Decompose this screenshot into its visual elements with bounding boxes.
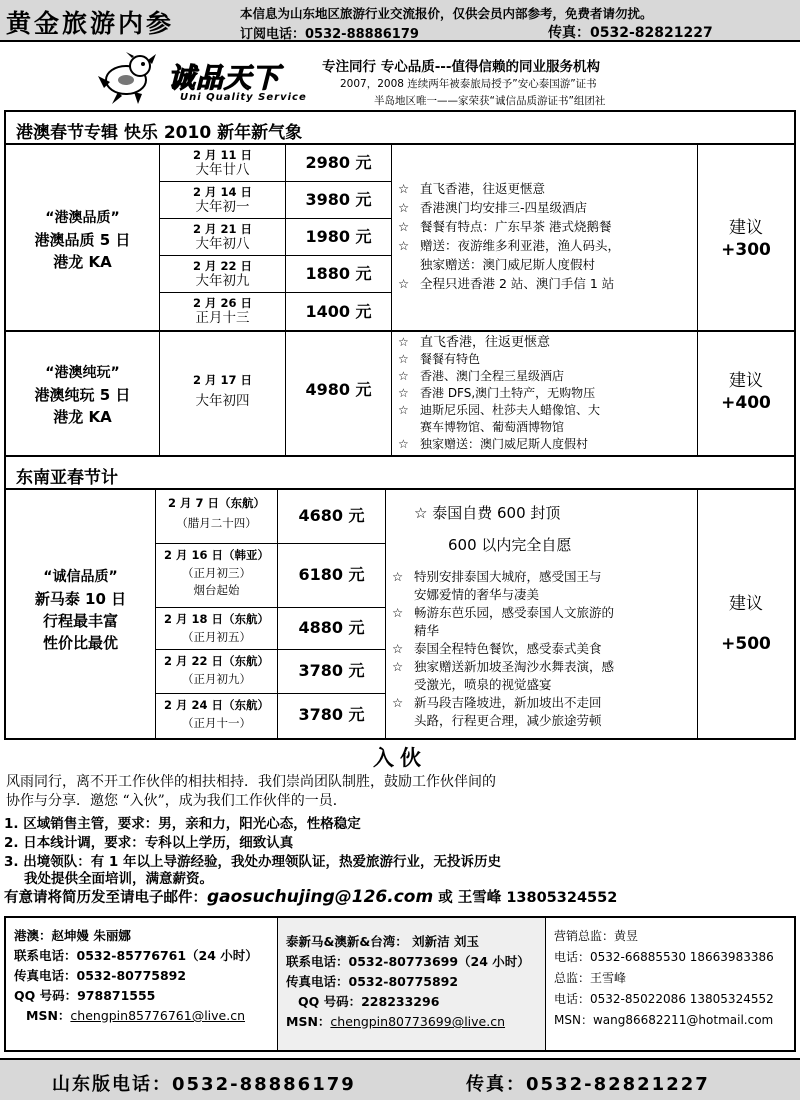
feature-item: 精华	[414, 623, 440, 638]
star-icon: ☆	[392, 695, 404, 710]
star-icon: ☆	[398, 352, 409, 366]
product-name: 港澳纯玩 5 日	[34, 386, 131, 404]
contact-msn: MSN：chengpin85776761@live.cn	[26, 1008, 246, 1023]
price-column	[286, 332, 392, 455]
star-icon: ☆	[398, 403, 409, 417]
join-title: 入伙	[373, 746, 427, 770]
suggest-column	[698, 145, 794, 330]
departure-date: 2 月 22 日（东航） （正月初九）	[156, 650, 277, 694]
product-tag: “港澳纯玩”	[45, 365, 120, 381]
departure-date: 2 月 18 日（东航） （正月初五）	[156, 608, 277, 650]
contact-fax: 传真电话：0532-80775892	[286, 974, 459, 989]
hk-product-pure	[6, 332, 794, 457]
banner-fax: 传真：0532-82821227	[548, 25, 713, 41]
departure-date: 2 月 24 日（东航） （正月十一）	[163, 698, 269, 730]
departure-date: 2 月 17 日 大年初四	[192, 373, 253, 409]
date-column	[160, 332, 286, 455]
feature-item: 头路，行程更合理，减少旅途劳顿	[414, 713, 602, 728]
features-column	[386, 490, 698, 738]
product-airline: 港龙 KA	[53, 408, 112, 426]
feature-item: ☆ 香港澳门均安排三-四星级酒店	[398, 200, 588, 215]
contacts-panel	[4, 916, 796, 1052]
feature-item: ☆ 泰国全程特色餐饮，感受泰式美食	[392, 641, 602, 656]
feature-item: ☆ 特别安排泰国大城府，感受国王与	[392, 569, 602, 584]
price: 1880 元	[286, 256, 391, 293]
sea-product	[6, 490, 794, 738]
contact-phone: 联系电话：0532-85776761（24 小时）	[14, 948, 258, 963]
product-tag: “港澳品质”	[45, 210, 120, 226]
publication-title: 黄金旅游内参	[6, 9, 175, 38]
product-name: 新马泰 10 日	[34, 590, 127, 608]
contact-hk-macau	[6, 918, 278, 1050]
star-icon: ☆	[392, 659, 404, 674]
feature-item: 受激光，喷泉的视觉盛宴	[414, 677, 552, 692]
feature-item: ☆ 餐餐有特点：广东早茶 港式烧鹅餐	[398, 219, 612, 234]
mascot-dog-icon	[96, 52, 166, 106]
price: 1400 元	[305, 302, 372, 321]
features-column	[392, 332, 698, 455]
footer-fax: 传真：0532-82821227	[466, 1074, 710, 1095]
star-icon: ☆	[414, 504, 433, 522]
contact-title: 港澳：赵坤嫚 朱丽娜	[14, 928, 131, 943]
price-column	[278, 490, 386, 738]
top-banner	[0, 0, 800, 42]
contact-fax: 传真电话：0532-80775892	[14, 968, 187, 983]
feature-item: 赛车博物馆、葡萄酒博物馆	[420, 420, 565, 434]
suggest-value: +400	[721, 393, 771, 413]
contact-management	[546, 918, 794, 1050]
price: 3980 元	[286, 182, 391, 219]
star-icon: ☆	[392, 569, 404, 584]
feature-item: ☆ 迪斯尼乐园、杜莎夫人蜡像馆、大	[398, 403, 601, 417]
product-name-cell	[6, 490, 156, 738]
footer-bar	[0, 1058, 800, 1100]
contact-title: 总监：王雪峰	[554, 971, 627, 985]
star-icon: ☆	[398, 219, 410, 234]
product-name-cell	[6, 145, 160, 330]
suggest-value: +500	[721, 634, 771, 654]
hk-section-header	[6, 112, 794, 145]
suggest-value: +300	[721, 240, 771, 260]
brand-english-name: Uni Quality Service	[180, 92, 307, 103]
suggest-label: 建议	[729, 594, 763, 614]
contact-qq: QQ 号码：978871555	[14, 988, 156, 1003]
recruit-email-link[interactable]: gaosuchujing@126.com	[207, 887, 434, 907]
price: 3780 元	[278, 650, 385, 694]
star-icon: ☆	[398, 276, 410, 291]
suggest-column	[698, 490, 794, 738]
feature-item: ☆ 全程只进香港 2 站、澳门手信 1 站	[398, 276, 615, 291]
departure-date: 2 月 14 日 大年初一	[160, 182, 285, 219]
brand-name: 诚品天下	[168, 63, 280, 94]
headline-self-pay: ☆ 泰国自费 600 封顶	[414, 504, 561, 522]
feature-item: ☆ 赠送：夜游维多利亚港，渔人码头，	[398, 238, 621, 253]
feature-item: ☆ 直飞香港，往返更惬意	[398, 335, 551, 350]
feature-item: ☆ 新马段吉隆坡进，新加坡出不走回	[392, 695, 602, 710]
suggest-label: 建议	[729, 218, 763, 238]
brand-logo	[96, 52, 326, 106]
price: 4980 元	[305, 380, 372, 399]
contact-sea-au-tw	[278, 918, 546, 1050]
feature-item: 独家赠送：澳门威尼斯人度假村	[420, 257, 596, 272]
price: 2980 元	[286, 145, 391, 182]
feature-item: 安娜爱情的奢华与凄美	[414, 587, 540, 602]
feature-item: ☆ 独家赠送新加坡圣淘沙水舞表演，感	[392, 659, 615, 674]
msn-link[interactable]: chengpin80773699@live.cn	[330, 1014, 506, 1029]
features-column	[392, 145, 698, 330]
feature-item: ☆ 直飞香港，往返更惬意	[398, 181, 546, 196]
price: 3780 元	[298, 705, 365, 724]
star-icon: ☆	[398, 437, 409, 451]
contact-phone: 电话：0532-85022086 13805324552	[554, 992, 774, 1006]
contact-msn: MSN：wang86682211@hotmail.com	[554, 1013, 774, 1027]
product-tag: “诚信品质”	[43, 569, 118, 585]
price: 4680 元	[278, 490, 385, 544]
price-column	[286, 145, 392, 330]
job-item: 我处提供全面培训，满意薪资。	[24, 871, 213, 887]
suggest-label: 建议	[729, 371, 763, 391]
resume-contact: 有意请将简历发至请电子邮件：gaosuchujing@126.com 或 王雪峰 13805324552	[4, 887, 618, 907]
msn-link[interactable]: chengpin85776761@live.cn	[70, 1008, 246, 1023]
feature-item: ☆ 畅游东芭乐园，感受泰国人文旅游的	[392, 605, 615, 620]
date-column	[160, 145, 286, 330]
job-item: 2. 日本线计调，要求：专科以上学历，细致认真	[4, 835, 294, 851]
departure-date: 2 月 11 日 大年廿八	[160, 145, 285, 182]
banner-order-phone: 订阅电话：0532-88886179	[240, 27, 419, 42]
star-icon: ☆	[392, 605, 404, 620]
banner-notice: 本信息为山东地区旅游行业交流报价，仅供会员内部参考，免费者请勿扰。	[240, 6, 653, 21]
contact-title: 营销总监：黄昱	[554, 929, 639, 943]
price: 1980 元	[286, 219, 391, 256]
join-intro: 风雨同行，离不开工作伙伴的相扶相持．我们崇尚团队制胜，鼓励工作伙伴间的 协作与分享．邀您 “入伙”，成为我们工作伙伴的一员．	[6, 774, 496, 809]
feature-item: ☆ 餐餐有特色	[398, 352, 481, 366]
contact-phone: 电话：0532-66885530 18663983386	[554, 950, 774, 964]
star-icon: ☆	[398, 238, 410, 253]
contact-msn: MSN：chengpin80773699@live.cn	[286, 1014, 506, 1029]
star-icon: ☆	[398, 181, 410, 196]
brand-slogan: 专注同行 专心品质---值得信赖的同业服务机构	[322, 59, 601, 75]
sea-section-header	[6, 457, 794, 490]
departure-date: 2 月 16 日（韩亚） （正月初三） 烟台起始	[156, 544, 277, 608]
job-item: 3. 出境领队：有 1 年以上导游经验，我处办理领队证，热爱旅游行业，无投诉历史	[4, 854, 502, 870]
date-column	[156, 490, 278, 738]
feature-item: ☆ 香港 DFS,澳门土特产，无购物压	[398, 386, 596, 400]
footer-phone: 山东版电话：0532-88886179	[52, 1074, 356, 1095]
star-icon: ☆	[398, 335, 409, 349]
product-name-cell	[6, 332, 160, 455]
job-item: 1. 区域销售主管，要求：男，亲和力，阳光心态，性格稳定	[4, 816, 361, 832]
brand-unique-claim: 半岛地区唯一——家荣获“诚信品质游证书”组团社	[374, 95, 606, 107]
contact-qq: QQ 号码：228233296	[298, 994, 440, 1009]
departure-date: 2 月 22 日 大年初九	[160, 256, 285, 293]
feature-item: ☆ 独家赠送：澳门威尼斯人度假村	[398, 437, 589, 451]
price: 4880 元	[278, 608, 385, 650]
product-highlight: 性价比最优	[42, 634, 118, 652]
price: 6180 元	[278, 544, 385, 608]
suggest-column	[698, 332, 794, 455]
star-icon: ☆	[392, 641, 404, 656]
product-airline: 港龙 KA	[53, 253, 112, 271]
offers-frame	[4, 110, 796, 740]
departure-date: 2 月 7 日（东航） （腊月二十四）	[156, 490, 277, 544]
departure-date: 2 月 26 日 正月十三	[192, 296, 253, 326]
hk-product-quality	[6, 145, 794, 332]
star-icon: ☆	[398, 200, 410, 215]
feature-item: ☆ 香港、澳门全程三星级酒店	[398, 369, 565, 383]
contact-phone: 联系电话：0532-80773699（24 小时）	[286, 954, 530, 969]
star-icon: ☆	[398, 386, 409, 400]
contact-title: 泰新马&澳新&台湾： 刘新洁 刘玉	[286, 934, 480, 949]
hk-section-title: 港澳春节专辑 快乐 2010 新年新气象	[16, 123, 303, 143]
brand-certificate: 2007，2008 连续两年被泰旅局授予”安心泰国游”证书	[340, 78, 597, 90]
sea-section-title: 东南亚春节计	[16, 468, 118, 488]
star-icon: ☆	[398, 369, 409, 383]
product-highlight: 行程最丰富	[42, 612, 118, 630]
departure-date: 2 月 21 日 大年初八	[160, 219, 285, 256]
headline-voluntary: 600 以内完全自愿	[448, 536, 572, 554]
product-name: 港澳品质 5 日	[34, 231, 131, 249]
